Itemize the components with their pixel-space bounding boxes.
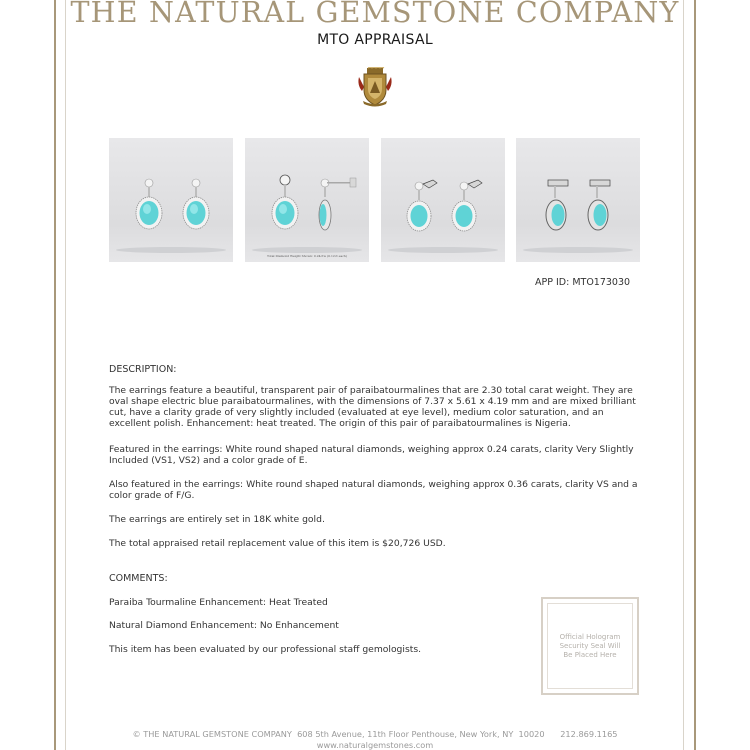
earring-side bbox=[319, 178, 356, 230]
appraised-value: The total appraised retail replacement value of this item is $20,726 USD. bbox=[109, 538, 446, 549]
page-border-left-inner bbox=[65, 0, 66, 750]
comment-line-3: This item has been evaluated by our professional staff gemologists. bbox=[109, 644, 422, 655]
earring-right bbox=[183, 179, 209, 229]
hologram-seal-placeholder bbox=[541, 597, 639, 695]
comments-label: COMMENTS: bbox=[109, 573, 168, 584]
company-name: THE NATURAL GEMSTONE COMPANY bbox=[70, 0, 680, 29]
footer-website-link[interactable]: www.naturalgemstones.com bbox=[316, 740, 434, 750]
app-id: APP ID: MTO173030 bbox=[535, 277, 631, 288]
comment-line-2: Natural Diamond Enhancement: No Enhancement bbox=[109, 620, 339, 631]
crest-logo-icon bbox=[357, 67, 393, 109]
image-caption: Total Diamond Weight Shown: 0.24ctw (0.12ct each) bbox=[266, 254, 348, 258]
earring-front bbox=[272, 175, 298, 229]
description-paragraph-2: Featured in the earrings: White round shaped natural diamonds, weighing approx 0.24 carats, clarity Very Slightly Included (VS1, VS2) and a color grade of E. bbox=[109, 444, 634, 466]
seal-text-line-3: Be Placed Here bbox=[563, 650, 617, 659]
page-border-right-outer bbox=[694, 0, 696, 750]
description-label: DESCRIPTION: bbox=[109, 364, 177, 375]
page-border-right-inner bbox=[683, 0, 684, 750]
comment-line-1: Paraiba Tourmaline Enhancement: Heat Treated bbox=[109, 597, 328, 608]
page-border-left-outer bbox=[54, 0, 56, 750]
earring-left bbox=[136, 179, 162, 229]
product-image-1[interactable] bbox=[109, 138, 233, 262]
footer-address: © THE NATURAL GEMSTONE COMPANY 608 5th Avenue, 11th Floor Penthouse, New York, NY 10020 212.869.1165 bbox=[132, 729, 618, 739]
earring-left bbox=[407, 180, 437, 231]
earring-right bbox=[452, 180, 482, 231]
seal-text-line-1: Official Hologram bbox=[559, 632, 621, 641]
product-image-3[interactable] bbox=[381, 138, 505, 262]
product-image-4[interactable] bbox=[516, 138, 640, 262]
seal-text-line-2: Security Seal Will bbox=[559, 641, 621, 650]
description-paragraph-4: The earrings are entirely set in 18K white gold. bbox=[109, 514, 325, 525]
earring-right bbox=[588, 180, 610, 230]
product-image-gallery bbox=[109, 138, 640, 262]
document-title: MTO APPRAISAL bbox=[317, 32, 433, 48]
description-paragraph-1: The earrings feature a beautiful, transparent pair of paraibatourmalines that are 2.30 total carat weight. They are oval shape electric blue paraibatourmalines, with the dimensions of 7.37 x 5.61 x 4.19 mm and are mixed brilliant cut, have a clarity grade of very slightly included (evaluated at eye level), medium color saturation, and an excellent polish. Enhancement: heat treated. The origin of this pair of paraibatourmalines is Nigeria. bbox=[109, 385, 636, 429]
description-paragraph-3: Also featured in the earrings: White round shaped natural diamonds, weighing approx 0.36 carats, clarity VS and a color grade of F/G. bbox=[109, 479, 638, 501]
earring-left bbox=[546, 180, 568, 230]
product-image-2[interactable] bbox=[245, 138, 369, 262]
